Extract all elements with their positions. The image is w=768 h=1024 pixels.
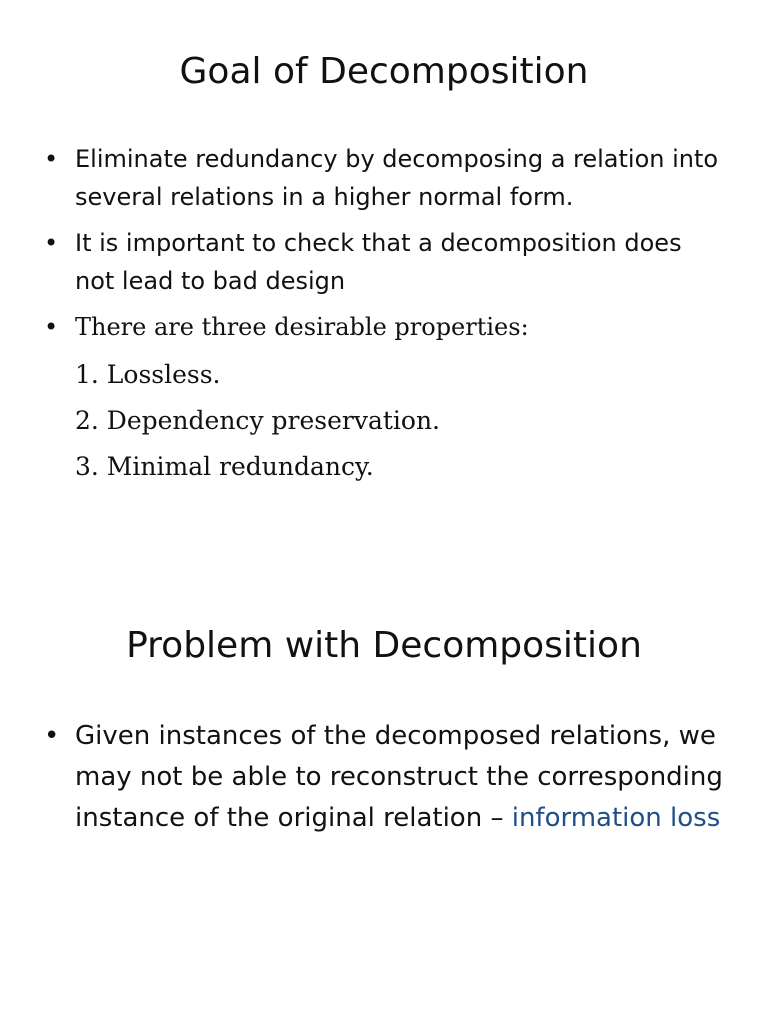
bullet-list [44,716,724,847]
property-item: 1. Lossless. [75,360,221,389]
bullet-item [44,308,724,346]
property-item: 2. Dependency preservation. [75,406,441,435]
bullet-dot: • [44,229,59,257]
bullet-list [44,140,724,354]
bullet-item [44,140,724,216]
bullet-dot: • [44,313,59,341]
bullet-body: Given instances of the decomposed relations, we may not be able to reconstruct the corresponding instance of the original relation – [75,721,723,833]
bullet-text: It is important to check that a decomposition does not lead to bad design [75,229,682,295]
property-item: 3. Minimal redundancy. [75,452,374,481]
slide-title: Problem with Decomposition [126,625,642,666]
bullet-item [44,224,724,300]
highlight-term: information loss [511,803,721,833]
bullet-dot: • [44,721,60,751]
bullet-text [75,721,723,833]
slide-problem-with-decomposition [0,600,768,1024]
bullet-dot: • [44,145,59,173]
bullet-text: There are three desirable properties: [75,313,529,341]
slide-title: Goal of Decomposition [179,51,589,92]
bullet-item [44,716,724,839]
bullet-text: Eliminate redundancy by decomposing a relation into several relations in a higher normal form. [75,145,719,211]
properties-list [44,352,724,490]
